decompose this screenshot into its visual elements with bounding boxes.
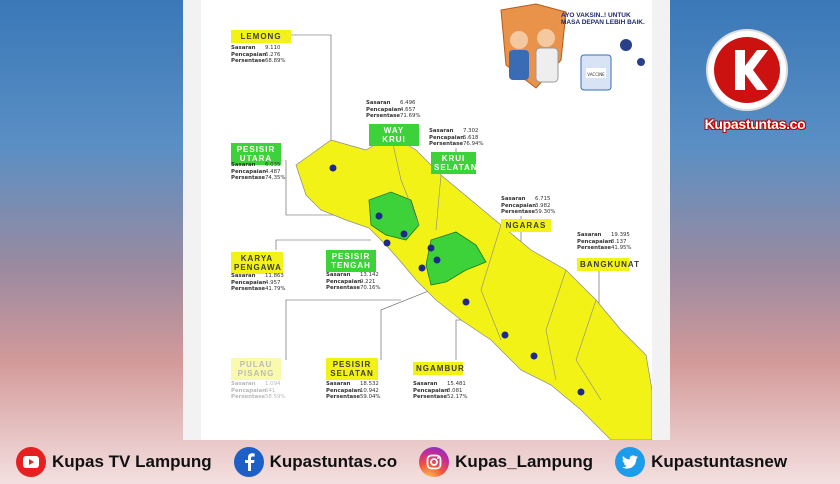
region-label-pesisir-utara: PESISIR UTARA xyxy=(231,143,281,165)
stats-pulau-pisang: Sasaran 1.094 Pencapaian 641 Persentase 58.59% xyxy=(231,381,286,400)
social-twitter[interactable] xyxy=(615,447,787,477)
region-label-bangkunat: BANGKUNAT xyxy=(577,258,629,271)
facebook-icon xyxy=(234,447,264,477)
stats-pesisir-selatan: Sasaran 18.532 Pencapaian 10.942 Persentase 59.04% xyxy=(326,381,381,400)
region-label-ngambur: NGAMBUR xyxy=(413,362,463,375)
vaccine-label: VACCINE xyxy=(587,72,605,77)
region-label-way-krui: WAY KRUI xyxy=(369,124,419,146)
social-facebook[interactable] xyxy=(234,447,398,477)
region-label-ngaras: NGARAS xyxy=(501,219,551,232)
stats-lemong: Sasaran 9.110 Pencapaian 6.276 Persentase 68.89% xyxy=(231,45,286,64)
social-label: Kupas_Lampung xyxy=(455,452,594,471)
stats-karya-pengawa: Sasaran 11.863 Pencapaian 4.957 Persentase 41.79% xyxy=(231,273,286,292)
region-label-karya-pengawa: KARYA PENGAWA xyxy=(231,252,283,274)
stats-krui-selatan: Sasaran 7.302 Pencapaian 5.618 Persentase 76.94% xyxy=(429,128,484,147)
social-youtube[interactable] xyxy=(16,447,212,477)
region-label-lemong: LEMONG xyxy=(231,30,291,43)
region-label-pulau-pisang: PULAU PISANG xyxy=(231,358,281,380)
social-media-bar xyxy=(0,440,840,484)
social-label: Kupas TV Lampung xyxy=(52,452,212,471)
stats-ngaras: Sasaran 6.715 Pencapaian 3.982 Persentase 59.30% xyxy=(501,196,556,215)
region-label-pesisir-selatan: PESISIR SELATAN xyxy=(326,358,378,380)
twitter-icon xyxy=(615,447,645,477)
stats-ngambur: Sasaran 15.481 Pencapaian 8.081 Persentase 52.17% xyxy=(413,381,468,400)
region-label-pesisir-tengah: PESISIR TENGAH xyxy=(326,250,376,272)
stats-pesisir-tengah: Sasaran 13.142 Pencapaian 9.221 Persentase 70.16% xyxy=(326,272,381,291)
region-label-krui-selatan: KRUI SELATAN xyxy=(431,152,476,174)
social-instagram[interactable] xyxy=(419,447,593,477)
youtube-icon xyxy=(16,447,46,477)
instagram-icon xyxy=(419,447,449,477)
stats-pesisir-utara: Sasaran 6.035 Pencapaian 4.487 Persentase 74,35% xyxy=(231,162,286,181)
brand-name: Kupastuntas.co xyxy=(704,116,806,132)
social-label: Kupastuntas.co xyxy=(269,452,398,471)
kupastuntas-logo-icon xyxy=(705,28,789,112)
campaign-headline: AYO VAKSIN..! UNTUK MASA DEPAN LEBIH BAIK. xyxy=(561,12,645,26)
stats-way-krui: Sasaran 6.496 Pencapaian 4.657 Persentase 71.69% xyxy=(366,100,421,119)
stats-bangkunat: Sasaran 19.395 Pencapaian 8.137 Persentase 41.95% xyxy=(577,232,632,251)
social-label: Kupastuntasnew xyxy=(651,452,788,471)
vaccination-infographic xyxy=(183,0,670,440)
